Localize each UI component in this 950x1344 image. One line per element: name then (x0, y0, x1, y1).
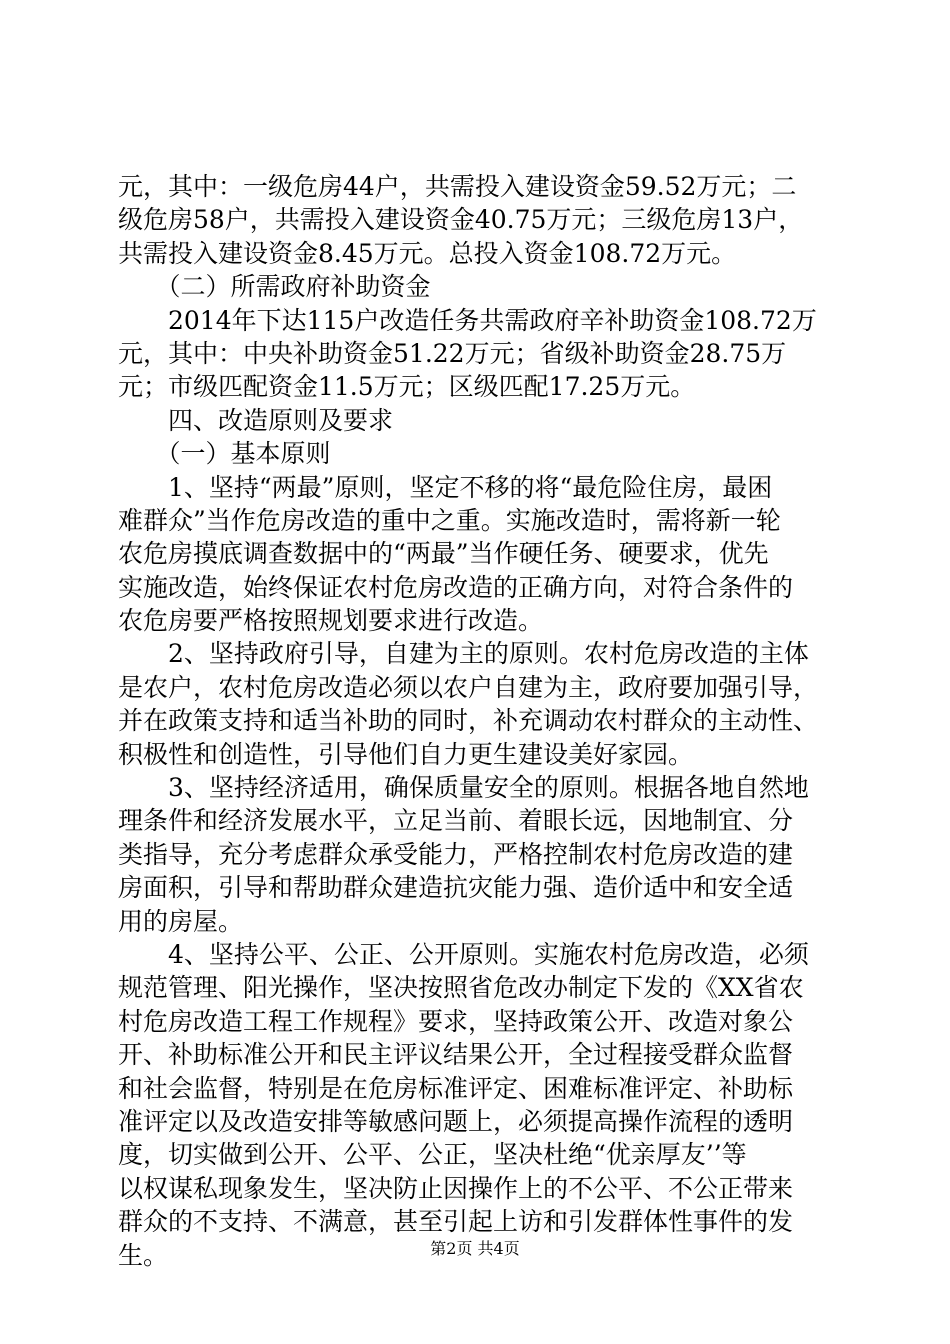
text-line: 准评定以及改造安排等敏感问题上，必须提高操作流程的透明 (118, 1106, 794, 1136)
text-line: 度，切实做到公开、公平、公正，坚决杜绝“优亲厚友’’等 (118, 1140, 747, 1170)
document-body (118, 170, 832, 1272)
text-line: 农危房摸底调查数据中的“两最”当作硬任务、硬要求，优先 (118, 539, 769, 569)
text-line: 元；市级匹配资金11.5万元；区级匹配17.25万元。 (118, 372, 696, 402)
text-line: 2、坚持政府引导，自建为主的原则。农村危房改造的主体 (118, 639, 809, 669)
text-line: 规范管理、阳光操作，坚决按照省危改办制定下发的《XX省农 (118, 973, 804, 1003)
section-heading: （一）基本原则 (118, 439, 331, 469)
text-line: 并在政策支持和适当补助的同时，补充调动农村群众的主动性、 (118, 706, 819, 736)
text-line: 用的房屋。 (118, 906, 244, 936)
text-line: 是农户，农村危房改造必须以农户自建为主，政府要加强引导， (118, 672, 819, 702)
text-line: 农危房要严格按照规划要求进行改造。 (118, 606, 544, 636)
text-line: 生。 (118, 1240, 169, 1270)
text-line: 开、补助标准公开和民主评议结果公开，全过程接受群众监督 (118, 1040, 794, 1070)
text-line: 共需投入建设资金8.45万元。总投入资金108.72万元。 (118, 238, 737, 268)
text-line: 以权谋私现象发生，坚决防止因操作上的不公平、不公正带来 (118, 1173, 794, 1203)
section-heading: （二）所需政府补助资金 (118, 272, 431, 302)
text-line: 级危房58户，共需投入建设资金40.75万元；三级危房13户， (118, 205, 804, 235)
text-line: 和社会监督，特别是在危房标准评定、困难标准评定、补助标 (118, 1073, 794, 1103)
text-line: 群众的不支持、不满意，甚至引起上访和引发群体性事件的发 (118, 1207, 794, 1237)
text-line: 元，其中：一级危房44户，共需投入建设资金59.52万元；二 (118, 172, 797, 201)
page-number: 第2页 共4页 (430, 1239, 520, 1258)
text-line: 元，其中：中央补助资金51.22万元；省级补助资金28.75万 (118, 338, 787, 368)
page-footer (0, 1237, 950, 1261)
text-line: 房面积，引导和帮助群众建造抗灾能力强、造价适中和安全适 (118, 873, 794, 903)
text-line: 积极性和创造性，引导他们自力更生建设美好家园。 (118, 739, 694, 769)
text-line: 3、坚持经济适用，确保质量安全的原则。根据各地自然地 (118, 773, 809, 803)
text-line: 1、坚持“两最”原则，坚定不移的将“最危险住房，最困 (118, 472, 773, 502)
text-line: 4、坚持公平、公正、公开原则。实施农村危房改造，必须 (118, 939, 809, 969)
text-line: 村危房改造工程工作规程》要求，坚持政策公开、改造对象公 (118, 1006, 794, 1036)
text-line: 2014年下达115户改造任务共需政府辛补助资金108.72万 (118, 305, 817, 335)
text-line: 类指导，充分考虑群众承受能力，严格控制农村危房改造的建 (118, 839, 794, 869)
section-heading: 四、改造原则及要求 (118, 405, 394, 435)
text-line: 难群众”当作危房改造的重中之重。实施改造时，需将新一轮 (118, 505, 781, 535)
text-line: 理条件和经济发展水平，立足当前、着眼长远，因地制宜、分 (118, 806, 794, 836)
text-line: 实施改造，始终保证农村危房改造的正确方向，对符合条件的 (118, 572, 794, 602)
